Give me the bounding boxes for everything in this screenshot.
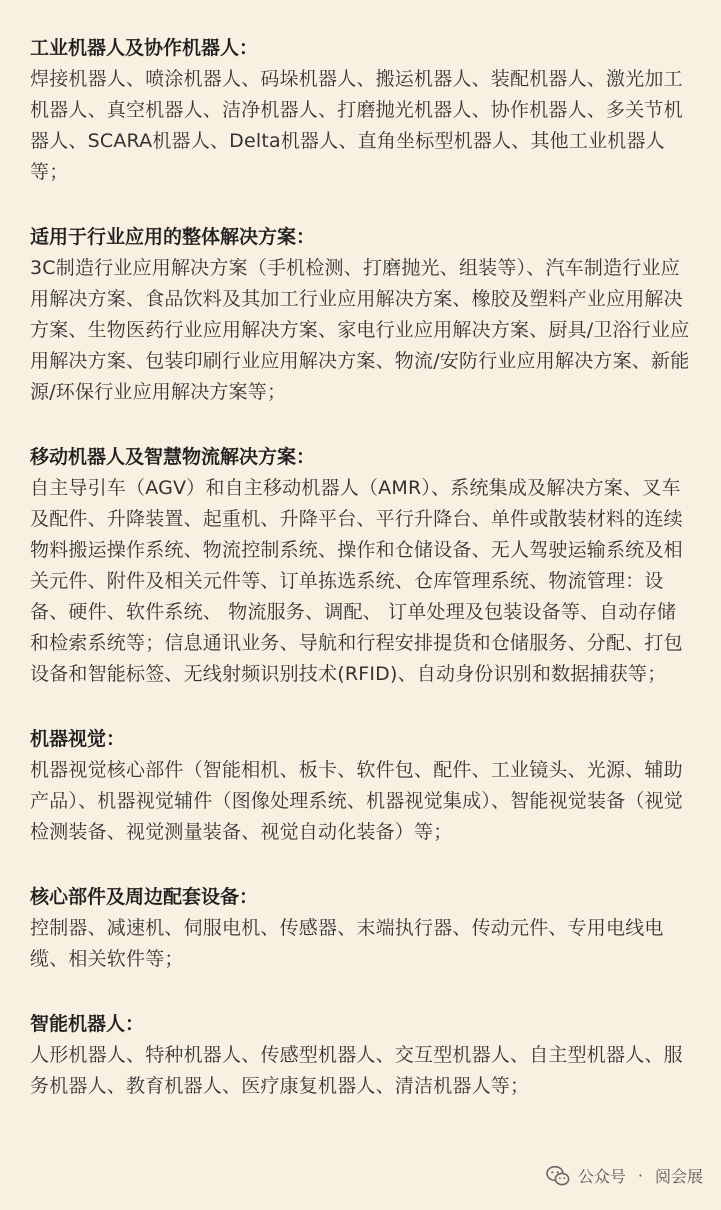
wechat-icon [546, 1165, 570, 1187]
section-machine-vision [30, 724, 694, 848]
section-mobile-robots-logistics [30, 442, 694, 690]
footer-separator: · [637, 1166, 643, 1185]
section-title: 移动机器人及智慧物流解决方案： [30, 446, 316, 468]
account-name: 阅会展 [654, 1167, 703, 1186]
watermark-footer [546, 1164, 703, 1187]
section-title: 机器视觉： [30, 728, 126, 750]
section-body: 焊接机器人、喷涂机器人、码垛机器人、搬运机器人、装配机器人、激光加工机器人、真空机器人、洁净机器人、打磨抛光机器人、协作机器人、多关节机器人、SCARA机器人、Delta机器人、直角坐标型机器人、其他工业机器人等； [30, 68, 683, 183]
article-content [30, 33, 694, 1136]
section-core-components [30, 882, 694, 975]
section-title: 适用于行业应用的整体解决方案： [30, 226, 316, 248]
section-industry-solutions [30, 222, 694, 408]
section-body: 自主导引车（AGV）和自主移动机器人（AMR）、系统集成及解决方案、叉车及配件、升降装置、起重机、升降平台、平行升降台、单件或散装材料的连续物料搬运操作系统、物流控制系统、操作和仓储设备、无人驾驶运输系统及相关元件、附件及相关元件等、订单拣选系统、仓库管理系统、物流管理：设备、硬件、软件系统、 物流服务、调配、 订单处理及包装设备等、自动存储和检索系统等；信息通讯业务、导航和行程安排提货和仓储服务、分配、打包设备和智能标签、无线射频识别技术(RFID)、自动身份识别和数据捕获等； [30, 477, 683, 685]
section-title: 智能机器人： [30, 1013, 145, 1035]
channel-label: 公众号 [577, 1167, 626, 1186]
section-body: 控制器、减速机、伺服电机、传感器、末端执行器、传动元件、专用电线电缆、相关软件等； [30, 917, 664, 970]
section-body: 人形机器人、特种机器人、传感型机器人、交互型机器人、自主型机器人、服务机器人、教育机器人、医疗康复机器人、清洁机器人等； [30, 1044, 683, 1097]
section-intelligent-robots [30, 1009, 694, 1102]
section-body: 机器视觉核心部件（智能相机、板卡、软件包、配件、工业镜头、光源、辅助产品）、机器视觉辅件（图像处理系统、机器视觉集成）、智能视觉装备（视觉检测装备、视觉测量装备、视觉自动化装备）等； [30, 759, 684, 843]
section-title: 核心部件及周边配套设备： [30, 886, 259, 908]
section-title: 工业机器人及协作机器人： [30, 37, 259, 59]
section-body: 3C制造行业应用解决方案（手机检测、打磨抛光、组装等）、汽车制造行业应用解决方案、食品饮料及其加工行业应用解决方案、橡胶及塑料产业应用解决方案、生物医药行业应用解决方案、家电行业应用解决方案、厨具/卫浴行业应用解决方案、包装印刷行业应用解决方案、物流/安防行业应用解决方案、新能源/环保行业应用解决方案等； [30, 257, 690, 403]
section-industrial-robots [30, 33, 694, 188]
